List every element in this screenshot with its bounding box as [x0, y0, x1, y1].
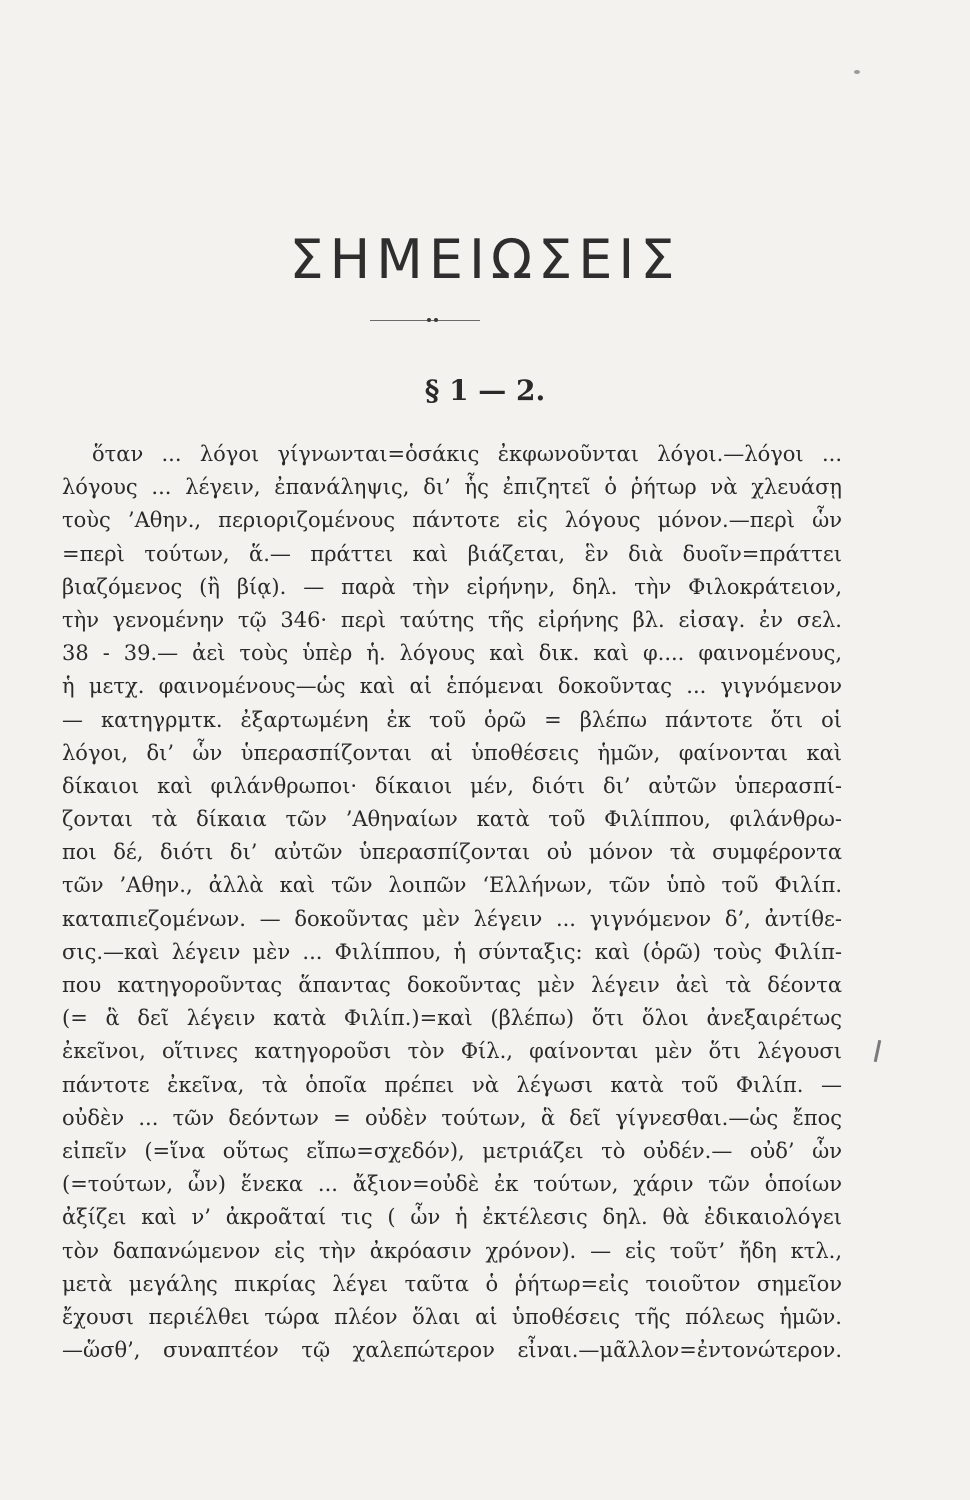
text-line: ἡ μετχ. φαινομένους—ὡς καὶ αἱ ἑπόμεναι δοκοῦντας ... γιγνόμενον [62, 674, 842, 699]
margin-mark [874, 1040, 882, 1062]
text-line: εἰπεῖν (=ἵνα οὕτως εἴπω=σχεδόν), μετριάζει τὸ οὐδέν.— οὐδ’ ὧν [62, 1138, 842, 1163]
text-line: σις.—καὶ λέγειν μὲν ... Φιλίππου, ἡ σύνταξις: καὶ (ὁρῶ) τοὺς Φιλίπ- [62, 939, 842, 964]
text-line: =περὶ τούτων, ἅ.— πράττει καὶ βιάζεται, ἓν διὰ δυοῖν=πράττει [62, 541, 842, 566]
text-line: καταπιεζομένων. — δοκοῦντας μὲν λέγειν ... γιγνόμενον δ’, ἀντίθε- [62, 906, 842, 931]
text-line: τοὺς ’Αθην., περιοριζομένους πάντοτε εἰς λόγους μόνον.—περὶ ὧν [62, 508, 842, 533]
ornament-dot [434, 318, 438, 322]
text-line: —ὥσθ’, συναπτέον τῷ χαλεπώτερον εἶναι.—μᾶλλον=ἐντονώτερον. [62, 1338, 842, 1363]
text-line: ποι δέ, διότι δι’ αὐτῶν ὑπερασπίζονται οὐ μόνον τὰ συμφέροντα [62, 840, 842, 865]
page-title: ΣΗΜΕΙΩΣΕΙΣ [289, 228, 681, 291]
text-line: οὐδὲν ... τῶν δεόντων = οὐδὲν τούτων, ἃ δεῖ γίγνεσθαι.—ὡς ἔπος [62, 1105, 842, 1130]
ornament-rule [370, 320, 480, 321]
ornament-dot [427, 318, 431, 322]
ink-smudge [854, 70, 860, 74]
text-line: λόγοι, δι’ ὧν ὑπερασπίζονται αἱ ὑποθέσεις ἡμῶν, φαίνονται καὶ [62, 740, 842, 765]
text-line: (=τούτων, ὧν) ἕνεκα ... ἄξιον=οὐδὲ ἐκ τούτων, χάριν τῶν ὁποίων [62, 1172, 842, 1197]
text-line: (= ἃ δεῖ λέγειν κατὰ Φιλίπ.)=καὶ (βλέπω) ὅτι ὅλοι ἀνεξαιρέτως [62, 1006, 842, 1031]
text-line: ζονται τὰ δίκαια τῶν ’Αθηναίων κατὰ τοῦ Φιλίππου, φιλάνθρω- [62, 807, 842, 832]
text-line: ὅταν ... λόγοι γίγνωνται=ὁσάκις ἐκφωνοῦνται λόγοι.—λόγοι ... [92, 442, 842, 466]
text-line: — κατηγρμτκ. ἐξαρτωμένη ἐκ τοῦ ὁρῶ = βλέπω πάντοτε ὅτι οἱ [62, 707, 842, 732]
section-heading: § 1 — 2. [424, 374, 546, 407]
notes-text [62, 438, 842, 1367]
text-line: λόγους ... λέγειν, ἐπανάληψις, δι’ ἧς ἐπιζητεῖ ὁ ῥήτωρ νὰ χλευάσῃ [62, 475, 842, 500]
text-line: τῶν ’Αθην., ἀλλὰ καὶ τῶν λοιπῶν ‘Ελλήνων, τῶν ὑπὸ τοῦ Φιλίπ. [62, 873, 842, 898]
text-line: ἀξίζει καὶ ν’ ἀκροᾶταί τις ( ὧν ἡ ἐκτέλεσις δηλ. θὰ ἐδικαιολόγει [62, 1205, 842, 1230]
text-line: που κατηγοροῦντας ἅπαντας δοκοῦντας μὲν λέγειν ἀεὶ τὰ δέοντα [62, 973, 842, 997]
text-line: μετὰ μεγάλης πικρίας λέγει ταῦτα ὁ ῥήτωρ=εἰς τοιοῦτον σημεῖον [62, 1271, 842, 1296]
text-line: βιαζόμενος (ἢ βίᾳ). — παρὰ τὴν εἰρήνην, δηλ. τὴν Φιλοκράτειον, [62, 574, 842, 599]
text-line: ἔχουσι περιέλθει τώρα πλέον ὅλαι αἱ ὑποθέσεις τῆς πόλεως ἡμῶν. [62, 1304, 842, 1329]
text-line: ἐκεῖνοι, οἵτινες κατηγοροῦσι τὸν Φίλ., φαίνονται μὲν ὅτι λέγουσι [62, 1039, 842, 1064]
text-line: 38 - 39.— ἀεὶ τοὺς ὑπὲρ ἡ. λόγους καὶ δικ. καὶ φ.... φαινομένους, [62, 641, 842, 666]
text-line: δίκαιοι καὶ φιλάνθρωποι· δίκαιοι μέν, διότι δι’ αὐτῶν ὑπερασπί- [62, 773, 842, 798]
text-line: πάντοτε ἐκεῖνα, τὰ ὁποῖα πρέπει νὰ λέγωσι κατὰ τοῦ Φιλίπ. — [62, 1072, 842, 1097]
text-line: τὴν γενομένην τῷ 346· περὶ ταύτης τῆς εἰρήνης βλ. εἰσαγ. ἐν σελ. [62, 607, 842, 632]
text-line: τὸν δαπανώμενον εἰς τὴν ἀκρόασιν χρόνον). — εἰς τοῦτ’ ἤδη κτλ., [62, 1238, 842, 1263]
title-ornament [370, 318, 480, 324]
